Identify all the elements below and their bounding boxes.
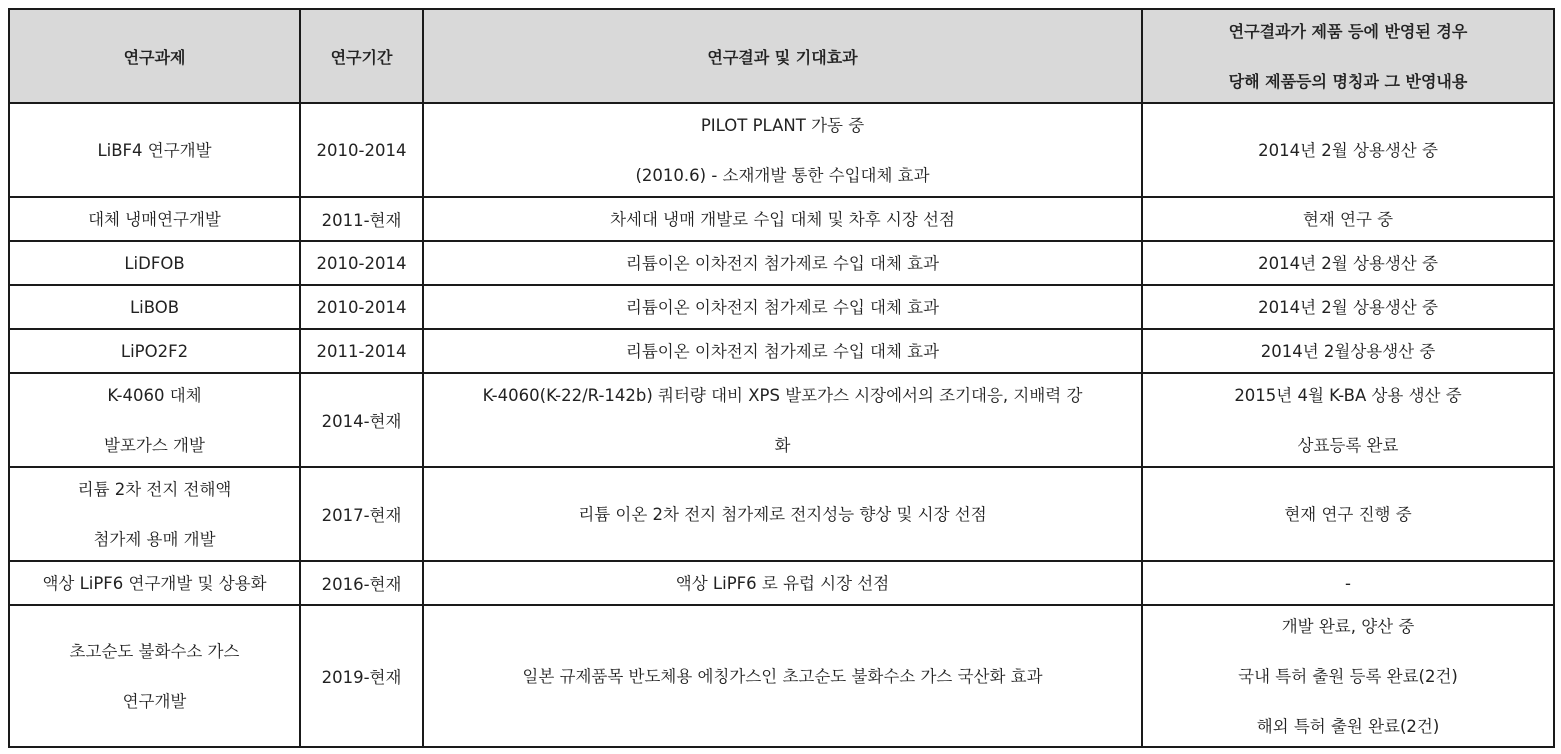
results-cell: [423, 241, 1142, 285]
applied-cell-line: 2015년 4월 K-BA 상용 생산 중: [1234, 385, 1462, 405]
task-cell-line: K-4060 대체: [107, 385, 202, 405]
period-cell: 2010-2014: [300, 241, 423, 285]
period-cell: 2011-현재: [300, 197, 423, 241]
results-cell-line: 리튬이온 이차전지 첨가제로 수입 대체 효과: [625, 341, 940, 361]
results-cell-line: 리튬이온 이차전지 첨가제로 수입 대체 효과: [625, 253, 940, 273]
applied-cell: [1142, 103, 1554, 197]
table-row: [9, 605, 1554, 747]
results-cell: [423, 197, 1142, 241]
task-cell: [9, 373, 300, 467]
task-cell: [9, 197, 300, 241]
applied-cell: [1142, 197, 1554, 241]
header-task: 연구과제: [9, 9, 300, 103]
header-applied-line1: 연구결과가 제품 등에 반영된 경우: [1228, 21, 1468, 41]
applied-cell: [1142, 467, 1554, 561]
results-cell-line: 리튬이온 이차전지 첨가제로 수입 대체 효과: [625, 297, 940, 317]
applied-cell: [1142, 285, 1554, 329]
table-row: [9, 467, 1554, 561]
task-cell-line: 리튬 2차 전지 전해액: [77, 479, 232, 499]
applied-cell-line: 2014년 2월상용생산 중: [1260, 341, 1436, 361]
period-cell: 2010-2014: [300, 103, 423, 197]
results-cell-line: PILOT PLANT 가동 중: [700, 115, 865, 135]
task-cell-line: 초고순도 불화수소 가스: [69, 641, 240, 661]
results-cell: [423, 605, 1142, 747]
task-cell-line: LiBF4 연구개발: [97, 140, 212, 160]
table-row: [9, 197, 1554, 241]
period-cell: 2011-2014: [300, 329, 423, 373]
task-cell-line: 첨가제 용매 개발: [93, 529, 216, 549]
applied-cell-line: 2014년 2월 상용생산 중: [1258, 297, 1438, 317]
applied-cell-line: 해외 특허 출원 완료(2건): [1256, 716, 1440, 736]
task-cell: [9, 241, 300, 285]
task-cell-line: 대체 냉매연구개발: [88, 209, 221, 229]
results-cell: [423, 561, 1142, 605]
header-row: [9, 9, 1554, 103]
results-cell-line: 일본 규제품목 반도체용 에칭가스인 초고순도 불화수소 가스 국산화 효과: [522, 666, 1043, 686]
results-cell-line: 액상 LiPF6 로 유럽 시장 선점: [675, 573, 890, 593]
task-cell-line: LiBOB: [129, 297, 180, 317]
applied-cell: [1142, 241, 1554, 285]
applied-cell-line: 2014년 2월 상용생산 중: [1258, 140, 1438, 160]
task-cell: [9, 329, 300, 373]
results-cell: [423, 373, 1142, 467]
header-results: 연구결과 및 기대효과: [423, 9, 1142, 103]
task-cell-line: 연구개발: [122, 691, 187, 711]
task-cell: [9, 285, 300, 329]
results-cell-line: 차세대 냉매 개발로 수입 대체 및 차후 시장 선점: [610, 209, 955, 229]
task-cell-line: 액상 LiPF6 연구개발 및 상용화: [42, 573, 267, 593]
applied-cell-line: 현재 연구 진행 중: [1284, 504, 1412, 524]
results-cell: [423, 329, 1142, 373]
task-cell-line: LiPO2F2: [120, 341, 189, 361]
header-period: 연구기간: [300, 9, 423, 103]
results-cell-line: 리튬 이온 2차 전지 첨가제로 전지성능 향상 및 시장 선점: [578, 504, 987, 524]
table-row: [9, 285, 1554, 329]
period-cell: 2010-2014: [300, 285, 423, 329]
results-cell-line: 화: [774, 435, 791, 455]
research-table: [8, 8, 1555, 748]
table-row: [9, 103, 1554, 197]
applied-cell-line: 상표등록 완료: [1297, 435, 1399, 455]
applied-cell: [1142, 561, 1554, 605]
applied-cell-line: 개발 완료, 양산 중: [1281, 616, 1415, 636]
period-cell: 2017-현재: [300, 467, 423, 561]
results-cell: [423, 285, 1142, 329]
results-cell: [423, 467, 1142, 561]
table-row: [9, 561, 1554, 605]
task-cell: [9, 467, 300, 561]
table-row: [9, 373, 1554, 467]
applied-cell-line: 2014년 2월 상용생산 중: [1258, 253, 1438, 273]
applied-cell-line: 국내 특허 출원 등록 완료(2건): [1238, 666, 1458, 686]
results-cell: [423, 103, 1142, 197]
results-cell-line: (2010.6) - 소재개발 통한 수입대체 효과: [635, 165, 930, 185]
period-cell: 2014-현재: [300, 373, 423, 467]
task-cell: [9, 561, 300, 605]
applied-cell: [1142, 373, 1554, 467]
task-cell: [9, 103, 300, 197]
period-cell: 2016-현재: [300, 561, 423, 605]
applied-cell-line: -: [1345, 573, 1351, 593]
task-cell-line: LiDFOB: [124, 253, 185, 273]
table-row: [9, 329, 1554, 373]
period-cell: 2019-현재: [300, 605, 423, 747]
applied-cell: [1142, 329, 1554, 373]
task-cell-line: 발포가스 개발: [104, 435, 205, 455]
task-cell: [9, 605, 300, 747]
table-row: [9, 241, 1554, 285]
applied-cell-line: 현재 연구 중: [1302, 209, 1394, 229]
header-applied: [1142, 9, 1554, 103]
results-cell-line: K-4060(K-22/R-142b) 쿼터량 대비 XPS 발포가스 시장에서의 조기대응, 지배력 강: [482, 385, 1083, 405]
header-applied-line2: 당해 제품등의 명칭과 그 반영내용: [1228, 71, 1468, 91]
applied-cell: [1142, 605, 1554, 747]
